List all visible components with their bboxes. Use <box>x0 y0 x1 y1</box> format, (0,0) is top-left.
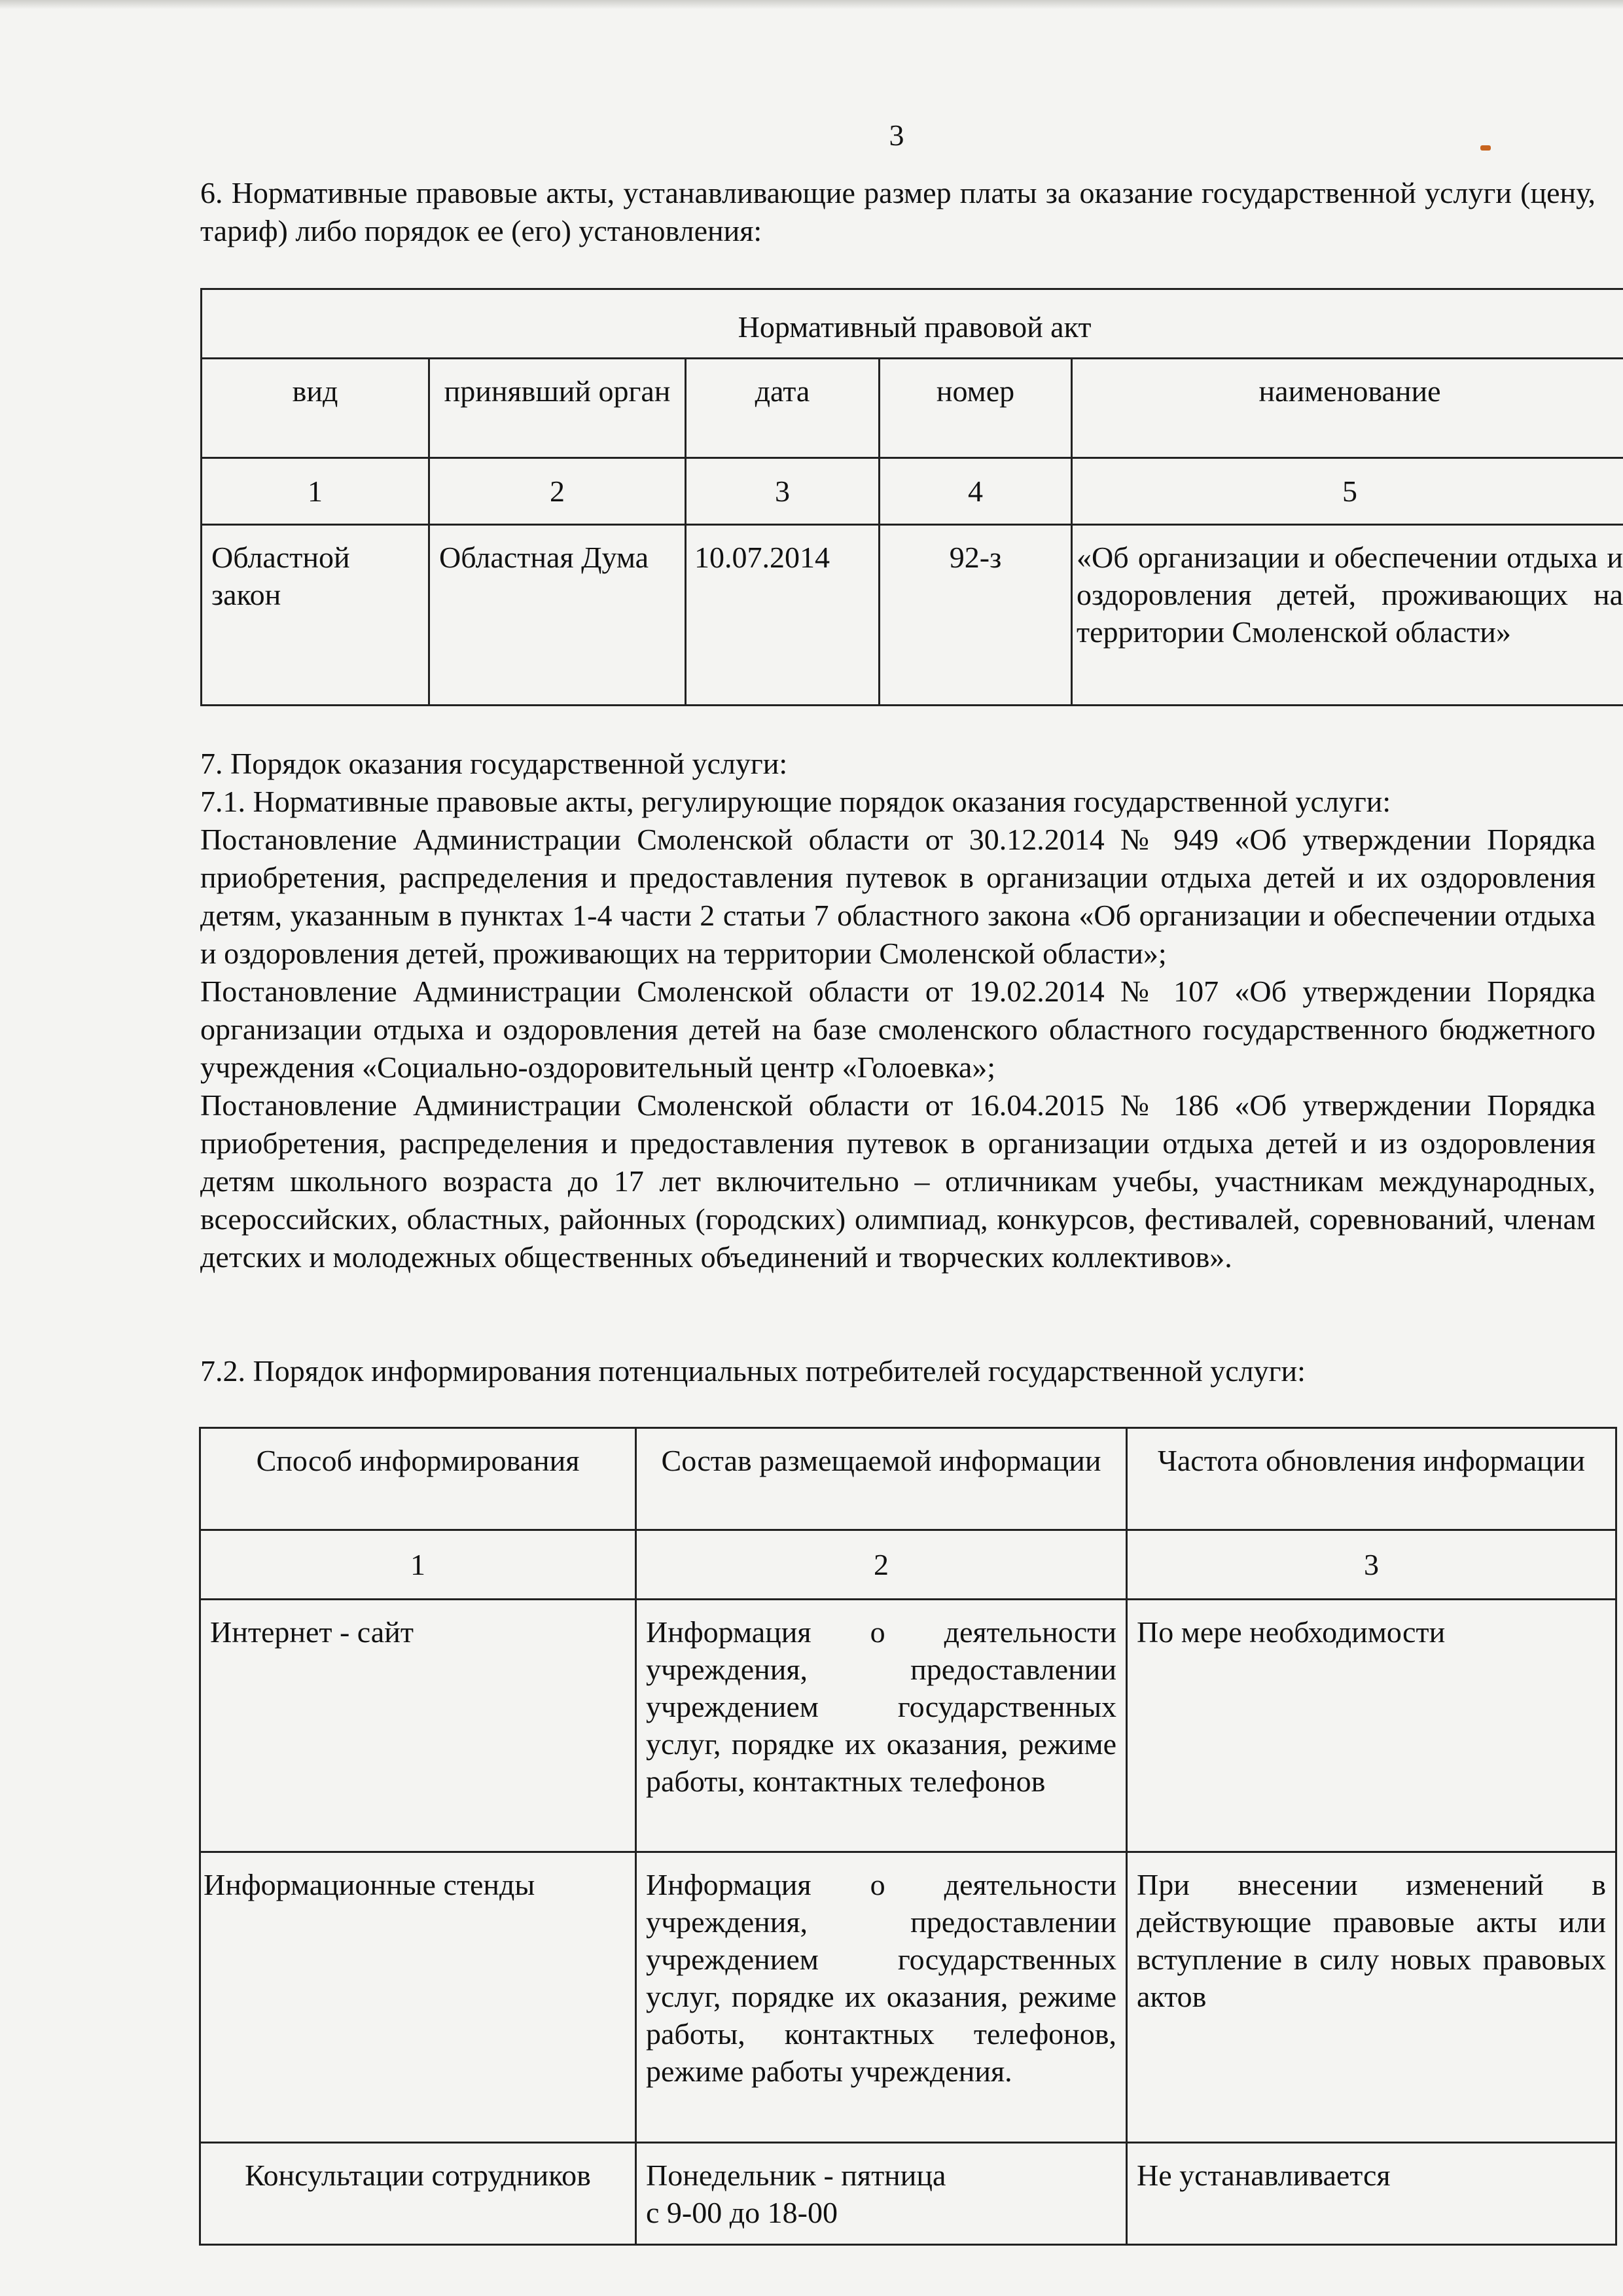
section-7-heading: 7. Порядок оказания государственной услуги: <box>200 747 788 780</box>
content-hours: с 9-00 до 18-00 <box>646 2196 838 2229</box>
header-organ: принявший орган <box>429 359 686 458</box>
content-cell: Информация о деятельности учреждения, предоставлении учреждением государственных услуг, порядке их оказания, режиме работы, контактных телефонов, режиме работы учреждения. <box>636 1852 1127 2143</box>
method-cell: Информационные стенды <box>200 1852 636 2143</box>
header-method: Способ информирования <box>200 1428 636 1530</box>
legal-act-title-row <box>202 289 1623 359</box>
content-days: Понедельник - пятница <box>646 2159 946 2192</box>
informing-number-row <box>200 1530 1616 1600</box>
col-number-2: 2 <box>636 1530 1127 1600</box>
section-6-text: 6. Нормативные правовые акты, устанавливающие размер платы за оказание государственной услуги (цену, тариф) либо порядок ее (его) установления: <box>200 176 1596 247</box>
act-organ: Областная Дума <box>429 525 686 706</box>
frequency-cell: Не устанавливается <box>1127 2143 1616 2245</box>
legal-act-table <box>200 288 1623 706</box>
header-frequency: Частота обновления информации <box>1127 1428 1616 1530</box>
legal-act-number-row <box>202 458 1623 525</box>
regulation-act-3: Постановление Администрации Смоленской области от 16.04.2015 № 186 «Об утверждении Порядка приобретения, распределения и предоставления путевок в организации отдыха детей и из оздоровления детям школьного возраста до 17 лет включительно – отличникам учебы, участникам международных, всероссийских, областных, районных (городских) олимпиад, конкурсов, фестивалей, соревнований, членам детских и молодежных общественных объединений и творческих коллективов». <box>200 1088 1596 1274</box>
col-number-4: 4 <box>880 458 1072 525</box>
informing-header-row <box>200 1428 1616 1530</box>
header-vid: вид <box>202 359 429 458</box>
informing-table <box>199 1427 1617 2246</box>
header-date: дата <box>686 359 880 458</box>
legal-act-title: Нормативный правовой акт <box>202 289 1623 359</box>
regulation-act-1: Постановление Администрации Смоленской области от 30.12.2014 № 949 «Об утверждении Порядка приобретения, распределения и предоставления путевок в организации отдыха детей и их оздоровления детям, указанным в пунктах 1-4 части 2 статьи 7 областного закона «Об организации и обеспечении отдыха и оздоровления детей, проживающих на территории Смоленской области»; <box>200 823 1596 970</box>
col-number-1: 1 <box>200 1530 636 1600</box>
col-number-3: 3 <box>1127 1530 1616 1600</box>
scan-top-edge <box>0 0 1623 9</box>
informing-row <box>200 2143 1616 2245</box>
frequency-cell: По мере необходимости <box>1127 1600 1616 1852</box>
col-number-2: 2 <box>429 458 686 525</box>
section-7-2-heading: 7.2. Порядок информирования потенциальных потребителей государственной услуги: <box>200 1354 1306 1388</box>
legal-act-row <box>202 525 1623 706</box>
col-number-3: 3 <box>686 458 880 525</box>
header-content: Состав размещаемой информации <box>636 1428 1127 1530</box>
regulation-act-2: Постановление Администрации Смоленской области от 19.02.2014 № 107 «Об утверждении Порядка организации отдыха и оздоровления детей на базе смоленского областного государственного бюджетного учреждения «Социально-оздоровительный центр «Голоевка»; <box>200 975 1596 1084</box>
header-name: наименование <box>1072 359 1623 458</box>
method-cell: Консультации сотрудников <box>200 2143 636 2245</box>
act-name: «Об организации и обеспечении отдыха и оздоровления детей, проживающих на территории Смоленской области» <box>1072 525 1623 706</box>
informing-row <box>200 1600 1616 1852</box>
col-number-5: 5 <box>1072 458 1623 525</box>
act-number: 92-з <box>880 525 1072 706</box>
scan-speck <box>1480 145 1491 151</box>
header-number: номер <box>880 359 1072 458</box>
col-number-1: 1 <box>202 458 429 525</box>
method-cell: Интернет - сайт <box>200 1600 636 1852</box>
content-cell <box>636 2143 1127 2245</box>
section-7-1-heading: 7.1. Нормативные правовые акты, регулирующие порядок оказания государственной услуги: <box>200 785 1391 818</box>
section-7-block <box>200 745 1596 1276</box>
section-6-heading <box>200 174 1596 250</box>
page-number: 3 <box>889 118 904 152</box>
act-date: 10.07.2014 <box>686 525 880 706</box>
act-type: Областной закон <box>202 525 429 706</box>
content-cell: Информация о деятельности учреждения, предоставлении учреждением государственных услуг, порядке их оказания, режиме работы, контактных телефонов <box>636 1600 1127 1852</box>
legal-act-header-row <box>202 359 1623 458</box>
informing-row <box>200 1852 1616 2143</box>
section-7-2-block <box>200 1352 1596 1390</box>
frequency-cell: При внесении изменений в действующие правовые акты или вступление в силу новых правовых актов <box>1127 1852 1616 2143</box>
